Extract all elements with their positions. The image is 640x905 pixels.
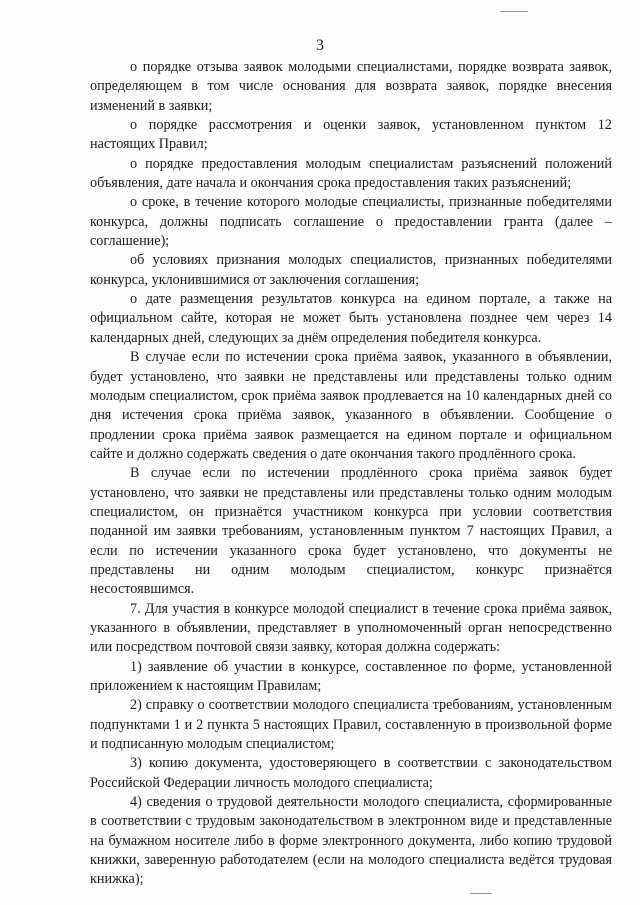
paragraph: о порядке предоставления молодым специалистам разъяснений положений объявления, дате начала и окончания срока предоставления таких разъяснений; (90, 155, 612, 192)
paragraph: о дате размещения результатов конкурса на едином портале, а также на официальном сайте, которая не может быть установлена позднее чем через 14 календарных дней, следующих за днём определения победителя конкурса. (90, 291, 612, 346)
paragraph: В случае если по истечении срока приёма заявок, указанного в объявлении, будет установлено, что заявки не представлены или представлены только одним молодым специалистом, срок приёма заявок продлевается на 10 календарных дней со дня истечения срока приёма заявок, указанного в объявлении. Сообщение о продлении срока приёма заявок размещается на едином портале и официальном сайте и должно содержать сведения о дате окончания такого продлённого срока. (90, 349, 612, 462)
paragraph: 7. Для участия в конкурсе молодой специалист в течение срока приёма заявок, указанного в объявлении, представляет в уполномоченный орган непосредственно или посредством почтовой связи заявку, которая должна содержать: (90, 600, 612, 656)
paragraph: об условиях признания молодых специалистов, признанных победителями конкурса, уклонившимися от заключения соглашения; (90, 252, 612, 288)
paragraph: о сроке, в течение которого молодые специалисты, признанные победителями конкурса, должны подписать соглашение о предоставлении гранта (далее – соглашение); (90, 194, 612, 250)
paragraph: 1) заявление об участии в конкурсе, составленное по форме, установленной приложением к настоящим Правилам; (90, 658, 612, 694)
paragraph: о порядке рассмотрения и оценки заявок, установленном пунктом 12 настоящих Правил; (90, 117, 612, 153)
page-number: 3 (316, 37, 324, 54)
paragraph: 4) сведения о трудовой деятельности молодого специалиста, сформированные в соответствии с трудовым законодательством в электронном виде и представленные на бумажном носителе либо в форме электронного документа, либо копию трудовой книжки, заверенную работодателем (если на молодого специалиста ведётся трудовая книжка); (90, 794, 612, 888)
document-body (90, 58, 612, 890)
paragraph: о порядке отзыва заявок молодыми специалистами, порядке возврата заявок, определяющем в том числе основания для возврата заявок, порядке внесения изменений в заявки; (90, 59, 612, 114)
paragraph: 3) копию документа, удостоверяющего в соответствии с законодательством Российской Федерации личность молодого специалиста; (90, 755, 612, 791)
paragraph: В случае если по истечении продлённого срока приёма заявок будет установлено, что заявки не представлены или представлены только одним молодым специалистом, он признаётся участником конкурса при условии соответствия поданной им заявки требованиям, установленным пунктом 7 настоящих Правил, а если по истечении указанного срока будет установлено, что документы не представлены ни одним молодым специалистом, конкурс признаётся несостоявшимся. (90, 465, 612, 598)
scan-artifact (500, 11, 528, 12)
paragraph: 2) справку о соответствии молодого специалиста требованиям, установленным подпунктами 1 и 2 пункта 5 настоящих Правил, составленную в произвольной форме и подписанную молодым специалистом; (90, 697, 612, 753)
scan-artifact (470, 893, 492, 894)
